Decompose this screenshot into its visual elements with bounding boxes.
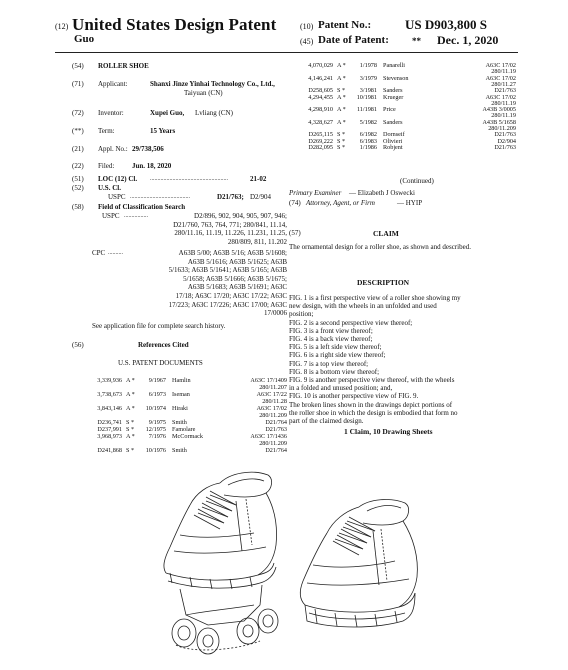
description-line: The broken lines shown in the drawings depict portions of <box>289 400 453 409</box>
claims-drawings-summary: 1 Claim, 10 Drawing Sheets <box>344 427 433 436</box>
citation-row <box>90 447 287 454</box>
citation-date: 10/1976 <box>145 447 166 454</box>
citation-kind: S * <box>337 131 346 139</box>
primary-examiner-label: Primary Examiner <box>289 189 342 197</box>
citation-cls: A63C 17/02 <box>485 93 516 101</box>
citation-kind: S * <box>126 419 135 426</box>
description-line: FIG. 6 is a right side view thereof; <box>289 351 386 360</box>
citation-cls: A63C 17/02 <box>485 62 516 69</box>
citation-date: 1/1978 <box>359 62 377 69</box>
citation-date: 9/1975 <box>148 419 166 426</box>
citation-kind: A * <box>126 377 135 384</box>
citation-kind: S * <box>337 143 346 151</box>
citation-no: 4,070,029 <box>308 62 333 69</box>
citation-row <box>303 106 516 119</box>
citation-name: Krueger <box>383 93 404 101</box>
citation-cls: A63C 17/22 <box>256 391 287 398</box>
citation-no: 3,968,973 <box>97 433 122 440</box>
citation-row <box>90 433 287 447</box>
code-10: (10) <box>300 22 314 31</box>
citation-cls-secondary: 280/11.19 <box>491 99 516 107</box>
citation-date: 3/1979 <box>359 74 377 82</box>
citation-row <box>303 75 516 88</box>
citation-cls: A63C 17/02 <box>256 405 287 412</box>
citation-date: 9/1967 <box>148 377 166 384</box>
description-line: new design, with the wheels in an unfolded and used <box>289 302 437 311</box>
citation-cls-secondary: 280/11.207 <box>259 384 287 391</box>
citation-date: 5/1982 <box>359 118 377 126</box>
citation-cls: D21/763 <box>494 131 516 139</box>
citation-cls: A43B 3/0005 <box>482 106 516 114</box>
field-58-cpc-lines: A63B 5/00; A63B 5/16; A63B 5/1608; A63B 5/1616; A63B 5/1625; A63B 5/1633; A63B 5/1641; A63B 5/165; A63B 5/1658; A63B 5/1666; A63B 5/1675; A63B 5/1683; A63B 5/1691; A63C 17/18; A63C 17/20; A63C 17/22; A63C 17/223; A63C 17/226; A63C 17/00; A63C 17/0006 <box>168 249 287 318</box>
description-line: FIG. 10 is another perspective view of FIG. 9. <box>289 392 419 401</box>
citation-date: 1/1986 <box>359 143 377 151</box>
citation-row <box>90 426 287 433</box>
claim-heading: CLAIM <box>373 229 399 238</box>
citation-date: 7/1976 <box>148 433 166 440</box>
citation-name: McCormack <box>172 433 203 440</box>
citation-kind: A * <box>337 106 346 114</box>
description-line: the roller shoe in which the design is embodied that form no <box>289 408 458 417</box>
citation-no: 3,738,673 <box>97 391 122 398</box>
citation-kind: A * <box>337 74 346 82</box>
citation-cls: A63C 17/1409 <box>250 377 287 384</box>
citation-row <box>303 94 516 107</box>
citation-row <box>90 391 287 405</box>
citation-no: 3,339,936 <box>97 377 122 384</box>
citation-no: 3,843,146 <box>97 405 122 412</box>
description-line: FIG. 8 is a bottom view thereof; <box>289 367 380 376</box>
citation-date: 6/1982 <box>359 131 377 139</box>
citation-cls: D21/764 <box>265 447 287 454</box>
citation-date: 12/1975 <box>145 426 166 433</box>
primary-examiner-name: — Elizabeth J Oswecki <box>349 189 415 197</box>
citation-kind: A * <box>126 433 135 440</box>
citation-cls-secondary: 280/11.209 <box>488 124 516 132</box>
inventor-surname: Guo <box>74 33 95 45</box>
citation-cls-secondary: 280/11.209 <box>259 412 287 419</box>
citation-cls-secondary: 280/11.209 <box>259 440 287 447</box>
attorney-name: — HYIP <box>397 199 423 207</box>
citation-cls: D21/763 <box>494 143 516 151</box>
citation-row <box>303 144 516 150</box>
description-line: FIG. 1 is a first perspective view of a roller shoe showing my <box>289 294 461 302</box>
citation-row <box>90 405 287 419</box>
citation-no: D237,991 <box>97 426 122 433</box>
citation-cls: D21/763 <box>494 87 516 95</box>
citation-date: 6/1973 <box>148 391 166 398</box>
citation-cls: A43B 5/1658 <box>482 118 516 126</box>
citation-name: Hamlin <box>172 377 191 384</box>
citation-no: 4,328,627 <box>308 118 333 126</box>
claim-code: (57) <box>289 229 301 237</box>
attorney-code: (74) <box>289 199 301 207</box>
field-58-uspc-lines: D2/896, 902, 904, 905, 907, 946; D21/760, 763, 764, 771; 280/841, 11.14, 280/11.16, 11.19, 11.226, 11.231, 11.25, 280/809, 811, 11.202 <box>173 212 287 246</box>
roller-shoe-folded-drawing <box>285 495 435 635</box>
description-line: in a folded and unused position; and, <box>289 384 393 393</box>
roller-shoe-unfolded-drawing <box>150 455 290 663</box>
citation-date: 10/1981 <box>356 93 377 101</box>
citation-name: Famolare <box>172 426 196 433</box>
citation-row <box>303 119 516 132</box>
citation-date: 11/1981 <box>356 106 377 114</box>
citation-kind: A * <box>126 391 135 398</box>
patent-date: Dec. 1, 2020 <box>437 33 499 47</box>
citation-name: Smith <box>172 447 187 454</box>
citation-name: Hiraki <box>172 405 188 412</box>
citation-row <box>90 419 287 426</box>
description-line: FIG. 4 is a back view thereof; <box>289 335 373 343</box>
citation-kind: S * <box>337 87 346 95</box>
patent-number: US D903,800 S <box>405 17 487 32</box>
citation-date: 3/1981 <box>359 87 377 95</box>
citation-no: D258,605 <box>308 87 333 95</box>
citation-name: Sanders <box>383 118 403 126</box>
header-rule <box>55 52 518 53</box>
citation-kind: S * <box>126 426 135 433</box>
citation-name: Iseman <box>172 391 190 398</box>
citation-kind: A * <box>337 93 346 101</box>
see-application-note: See application file for complete search history. <box>92 322 226 330</box>
citation-name: Panarelli <box>383 62 405 69</box>
citation-kind: A * <box>337 62 346 69</box>
claim-text: The ornamental design for a roller shoe, as shown and described. <box>289 243 471 251</box>
attorney-label: Attorney, Agent, or Firm <box>306 199 375 207</box>
description-line: FIG. 9 is another perspective view thereof, with the wheels <box>289 376 455 384</box>
citation-kind: S * <box>337 137 346 145</box>
description-line: part of the claimed design. <box>289 417 364 425</box>
citation-no: 4,294,455 <box>308 93 333 101</box>
citation-name: Dornseif <box>383 131 405 139</box>
continued-note: (Continued) <box>400 177 434 185</box>
code-12: (12) <box>55 22 69 31</box>
description-heading: DESCRIPTION <box>357 278 410 287</box>
citation-name: Price <box>383 106 396 114</box>
citation-cls: D2/904 <box>497 137 516 145</box>
citation-cls-secondary: 280/11.19 <box>491 112 516 120</box>
field-71: (71) Applicant: Shanxi Jinze Yinhai Technology Co., Ltd., Taiyuan (CN) <box>72 80 275 97</box>
citation-cls-secondary: 280/11.19 <box>491 68 516 76</box>
code-45: (45) <box>300 37 314 46</box>
citation-no: D282,095 <box>308 143 333 151</box>
citation-date: 10/1974 <box>145 405 166 412</box>
description-line: FIG. 5 is a left side view thereof; <box>289 343 382 352</box>
citation-cls-secondary: 280/11.27 <box>491 80 516 88</box>
citation-name: Olivieri <box>383 137 403 145</box>
citation-cls: A63C 17/02 <box>485 74 516 82</box>
citation-kind: A * <box>337 118 346 126</box>
citation-no: D236,741 <box>97 419 122 426</box>
citation-no: D265,115 <box>308 131 333 139</box>
description-line: FIG. 3 is a front view thereof; <box>289 326 373 335</box>
patent-no-label: Patent No.: <box>318 19 372 31</box>
asterisks: ** <box>412 36 421 46</box>
citation-no: D269,222 <box>308 137 333 145</box>
citation-name: Stevenson <box>383 74 409 82</box>
patent-type-title: United States Design Patent <box>72 15 277 34</box>
citation-cls: D21/763 <box>265 426 287 433</box>
citation-name: Sanders <box>383 87 403 95</box>
citation-date: 6/1983 <box>359 137 377 145</box>
citation-kind: S * <box>126 447 135 454</box>
citation-row <box>303 62 516 75</box>
citation-name: Smith <box>172 419 187 426</box>
description-line: FIG. 2 is a second perspective view thereof; <box>289 318 413 327</box>
citation-cls-secondary: 280/11.28 <box>262 398 287 405</box>
citation-kind: A * <box>126 405 135 412</box>
citation-no: 4,146,241 <box>308 74 333 82</box>
citation-cls: A63C 17/1436 <box>250 433 287 440</box>
date-label: Date of Patent: <box>318 34 389 46</box>
citation-no: D241,868 <box>97 447 122 454</box>
description-line: FIG. 7 is a top view thereof; <box>289 359 369 368</box>
citation-name: Robjent <box>383 143 403 151</box>
description-line: position; <box>289 310 314 319</box>
citation-cls: D21/764 <box>265 419 287 426</box>
citation-row <box>90 377 287 391</box>
citation-no: 4,298,910 <box>308 106 333 114</box>
